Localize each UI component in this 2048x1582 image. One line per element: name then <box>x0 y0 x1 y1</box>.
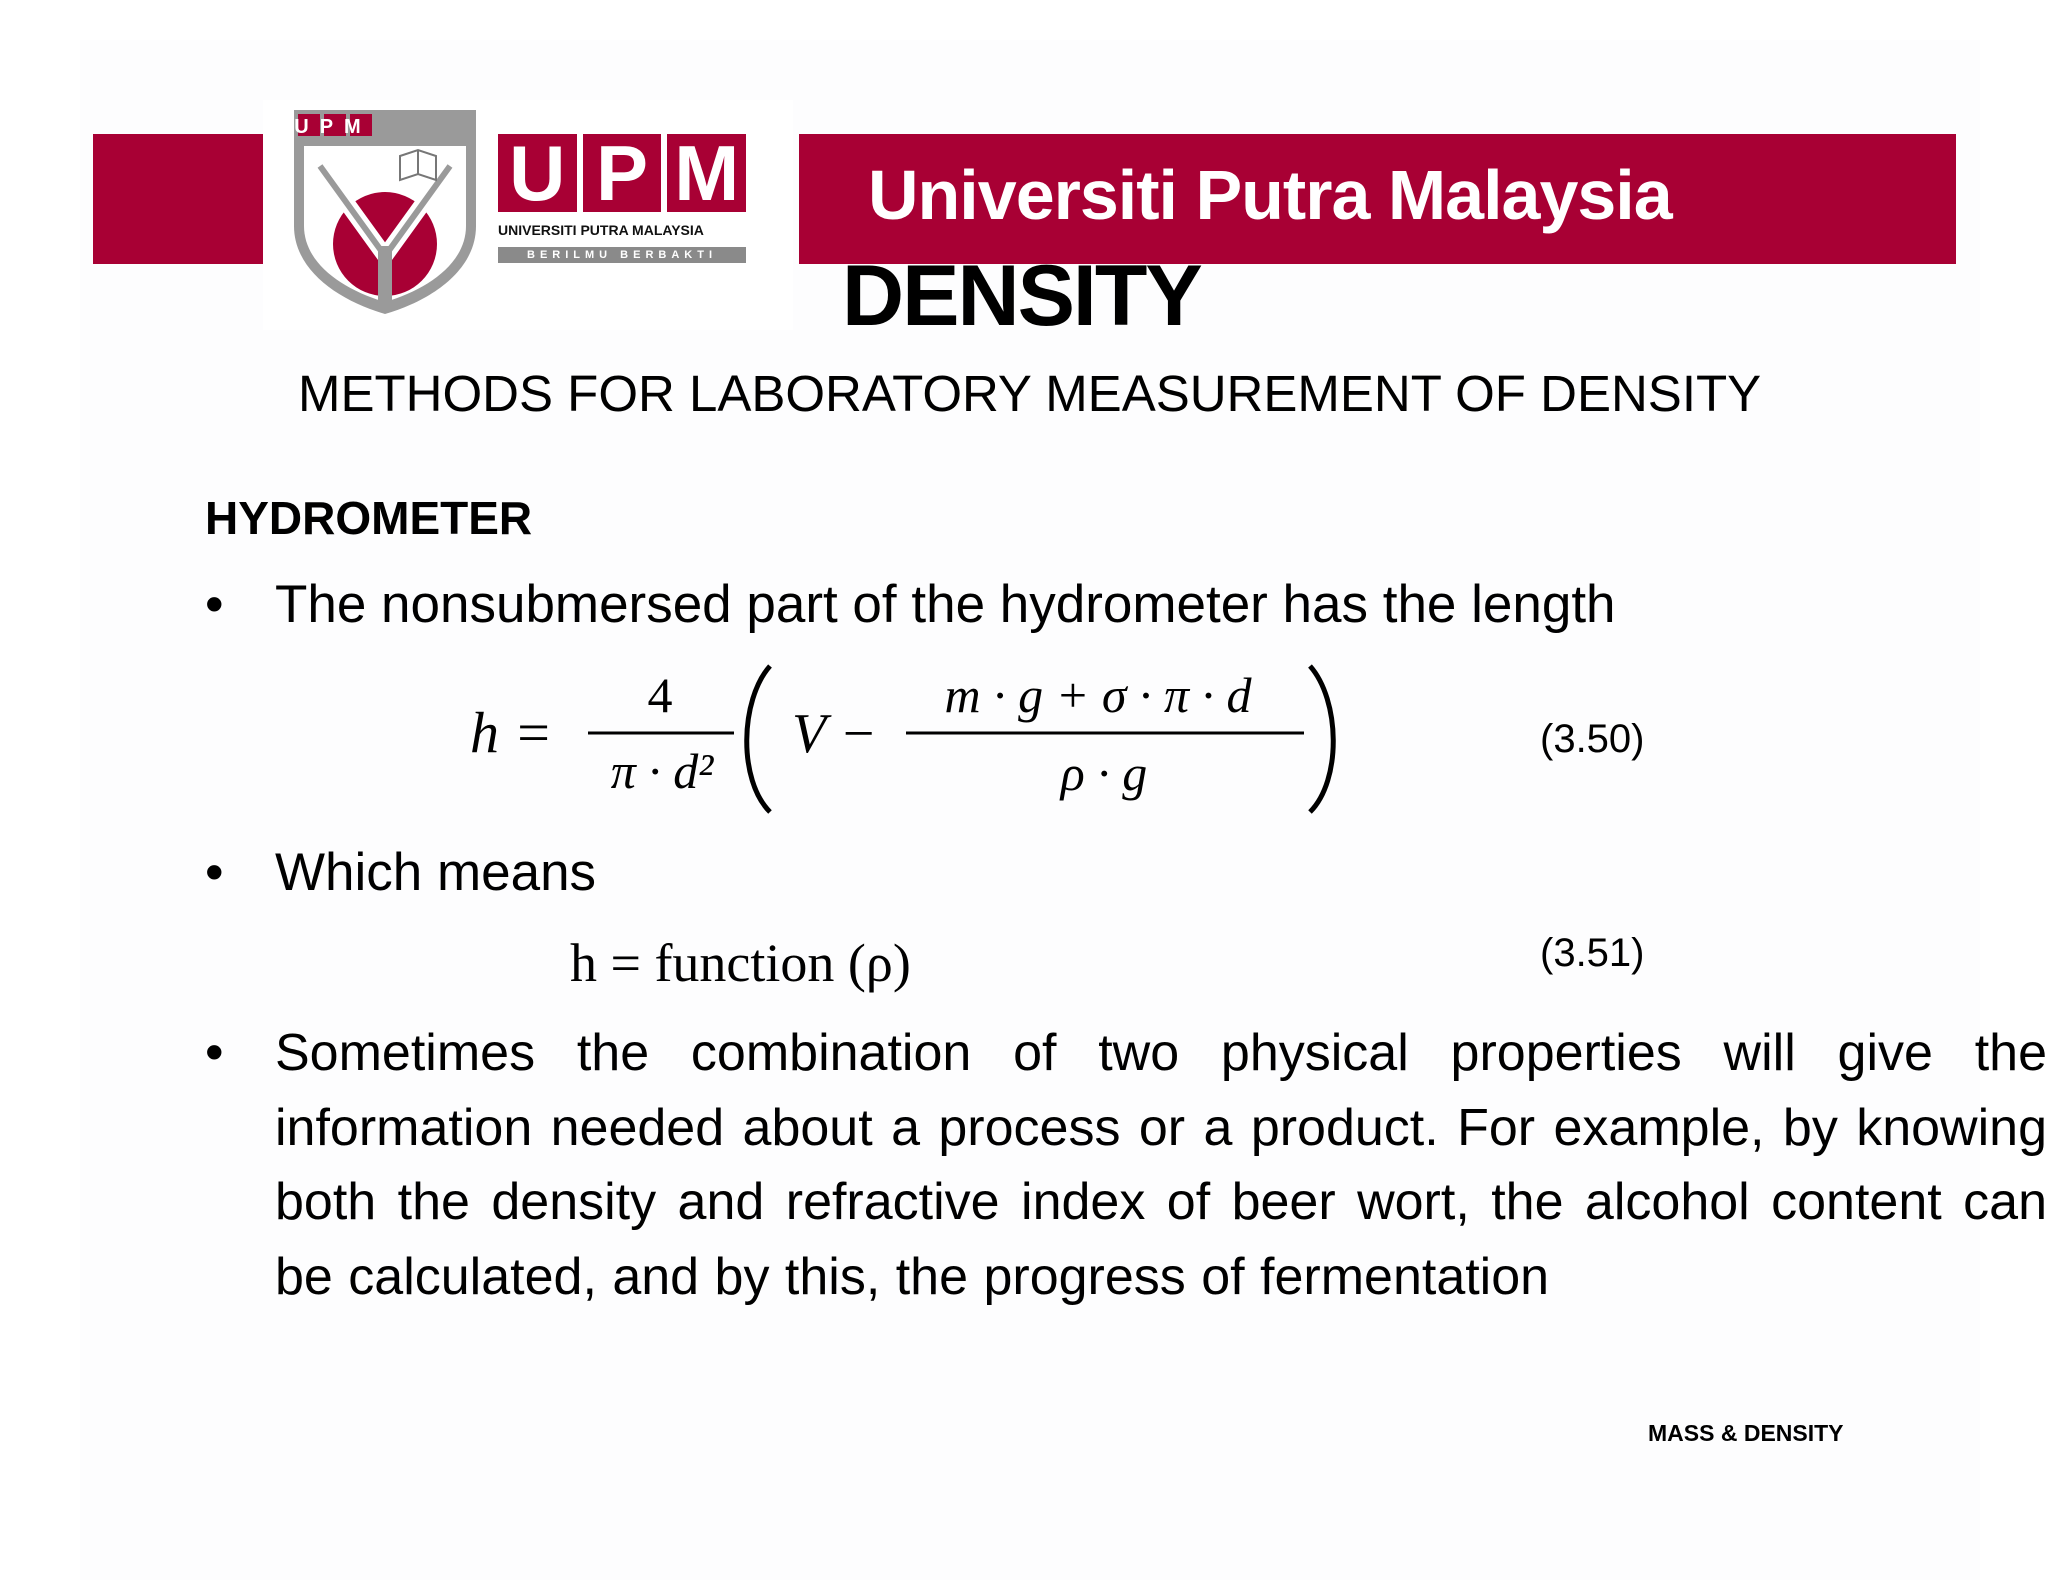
equation-3-50 <box>470 660 1350 820</box>
bullet-marker: • <box>205 1023 224 1082</box>
wordmark-letter-u: U <box>498 134 577 212</box>
slide-subtitle: METHODS FOR LABORATORY MEASUREMENT OF DENSITY <box>298 365 1762 422</box>
eq-expression: h = function (ρ) <box>570 933 911 993</box>
upm-wordmark <box>498 129 746 217</box>
bullet-marker: • <box>205 575 224 634</box>
wordmark-motto: BERILMU BERBAKTI <box>498 247 746 263</box>
eq-frac1-denominator: π · d² <box>610 743 714 799</box>
eq-left-paren <box>747 666 770 812</box>
shield-label: UPM <box>294 116 372 138</box>
equation-number: (3.50) <box>1540 717 1645 761</box>
eq-frac1-numerator: 4 <box>647 667 673 723</box>
upm-shield-logo <box>290 106 480 316</box>
equation-number: (3.51) <box>1540 931 1645 975</box>
university-name: Universiti Putra Malaysia <box>868 156 1672 234</box>
eq-frac2-denominator: ρ · g <box>1060 745 1148 801</box>
eq-lhs: h = <box>470 700 553 765</box>
bullet-text: Which means <box>275 843 597 902</box>
equation-3-51 <box>560 925 1020 1005</box>
eq-right-paren <box>1310 666 1333 812</box>
bullet-marker: • <box>205 843 224 902</box>
slide-footer: MASS & DENSITY <box>1648 1420 1844 1446</box>
wordmark-letter-m: M <box>667 134 746 212</box>
bullet-paragraph: Sometimes the combination of two physical properties will give the information needed about a process or a product. For example, by knowing both the density and refractive index of beer wort, the alcohol content can be calculated, and by this, the progress of fermentation <box>275 1024 2047 1306</box>
bullet-text: The nonsubmersed part of the hydrometer has the length <box>275 575 1616 634</box>
header-bar-left <box>93 134 263 264</box>
eq-inner-var: V − <box>792 703 877 765</box>
eq-frac2-numerator: m · g + σ · π · d <box>944 667 1252 723</box>
wordmark-subtitle: UNIVERSITI PUTRA MALAYSIA <box>498 222 704 238</box>
section-heading: HYDROMETER <box>205 492 533 544</box>
slide-title: DENSITY <box>842 248 1201 344</box>
wordmark-letter-p: P <box>583 134 662 212</box>
